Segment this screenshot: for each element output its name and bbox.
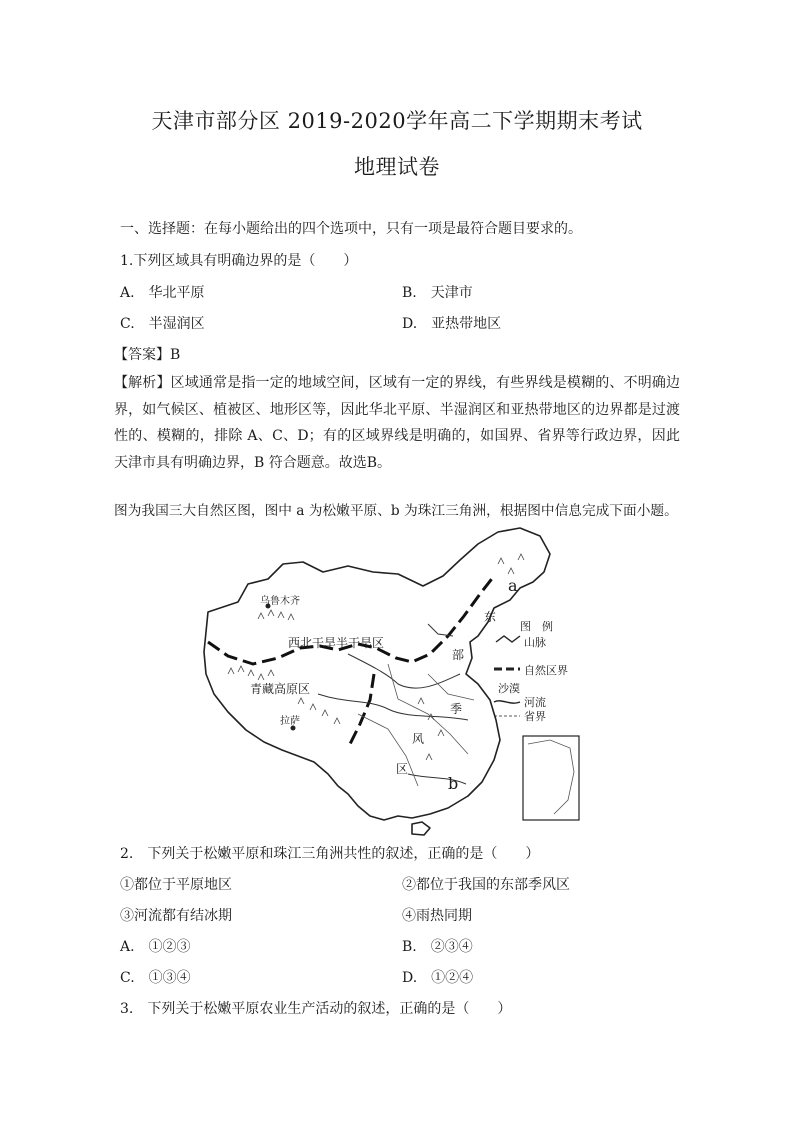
answer-value: B — [170, 347, 181, 363]
q1-option-d: D. 亚热带地区 — [402, 316, 502, 332]
document-title-line1: 天津市部分区 2019-2020学年高二下学期期末考试 — [151, 109, 643, 133]
label-b: b — [448, 774, 459, 793]
q2-option-b: B. ②③④ — [402, 939, 473, 955]
legend-item-boundary: 自然区界 — [524, 664, 568, 677]
label-season: 季 — [450, 702, 463, 716]
q2-statement-4: ④雨热同期 — [402, 908, 472, 924]
legend-item-river: 河流 — [524, 696, 546, 709]
analysis-text: 区域通常是指一定的地域空间，区域有一定的界线，有些界线是模糊的、不明确边界，如气候区、植被区、地形区等，因此华北平原、半湿润区和亚热带地区的边界都是过渡性的、模糊的，排除 A、C、D；有的区域界线是明确的，如国界、省界等行政边界，因此天津市具有明确边界，B 符合题意。故选B。 — [114, 375, 681, 471]
label-qinghai-tibet-region: 青藏高原区 — [250, 682, 311, 696]
q1-option-b: B. 天津市 — [402, 285, 473, 301]
label-region: 区 — [396, 762, 409, 776]
label-part: 部 — [452, 648, 465, 662]
legend-item-province: 省界 — [524, 710, 546, 723]
china-outline — [204, 528, 550, 820]
label-lhasa: 拉萨 — [280, 716, 300, 727]
q2-statement-3: ③河流都有结冰期 — [120, 908, 232, 924]
q1-analysis — [114, 370, 680, 476]
region-boundary-tibet-east — [348, 674, 374, 748]
q2-option-c: C. ①③④ — [120, 970, 191, 986]
q2-stem: 2. 下列关于松嫩平原和珠江三角洲共性的叙述，正确的是（ ） — [120, 846, 540, 862]
legend-title: 图 例 — [520, 620, 553, 633]
label-northwest-region: 西北干旱半干旱区 — [288, 636, 385, 650]
answer-tag: 【答案】 — [114, 347, 170, 363]
section1-heading: 一、选择题：在每小题给出的四个选项中，只有一项是最符合题目要求的。 — [120, 221, 582, 237]
label-wind: 风 — [412, 732, 425, 746]
q2-option-d: D. ①②④ — [402, 970, 474, 986]
figure-intro: 图为我国三大自然区图，图中 a 为松嫩平原、b 为珠江三角洲，根据图中信息完成下面小题。 — [114, 503, 678, 519]
legend-item-mountain: 山脉 — [524, 636, 546, 649]
analysis-tag: 【解析】 — [114, 375, 171, 391]
hainan-island — [412, 822, 430, 835]
document-title-line2: 地理试卷 — [354, 155, 440, 179]
legend-item-desert: 沙漠 — [498, 682, 520, 695]
q2-statement-1: ①都位于平原地区 — [120, 877, 232, 893]
q2-option-a: A. ①②③ — [120, 939, 191, 955]
q1-option-c: C. 半湿润区 — [120, 316, 205, 332]
q1-option-a: A. 华北平原 — [120, 285, 205, 301]
china-natural-regions-map — [198, 524, 598, 836]
q1-stem: 1.下列区域具有明确边界的是（ ） — [120, 253, 358, 269]
label-a: a — [508, 576, 518, 595]
q3-stem: 3. 下列关于松嫩平原农业生产活动的叙述，正确的是（ ） — [120, 1001, 512, 1017]
south-china-sea-inset — [523, 736, 579, 820]
q1-answer — [114, 344, 180, 364]
label-east: 东 — [484, 610, 497, 624]
q2-statement-2: ②都位于我国的东部季风区 — [402, 877, 570, 893]
label-urumqi: 乌鲁木齐 — [260, 596, 300, 607]
